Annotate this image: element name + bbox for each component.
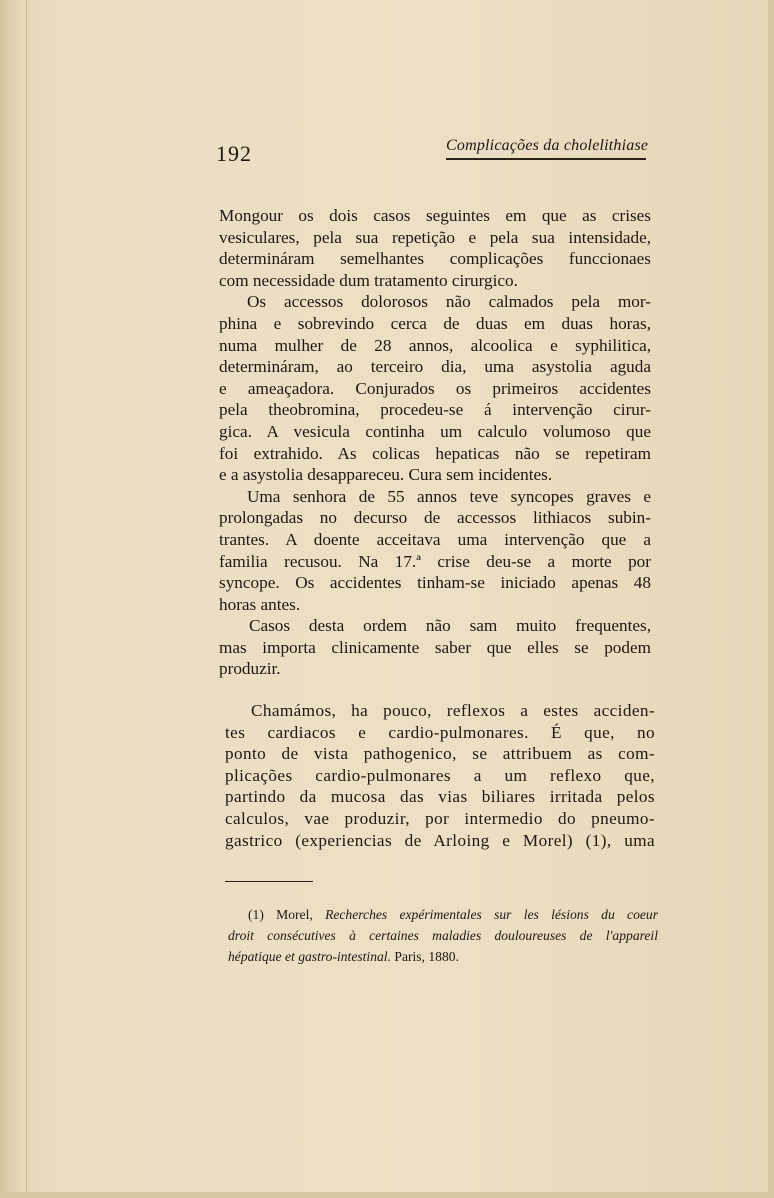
paragraph-4 [219, 615, 651, 637]
text-line: gica. A vesicula continha um calculo volumoso que [219, 421, 651, 441]
text-line: familia recusou. Na 17.ª crise deu-se a morte por [219, 551, 651, 571]
text-line: trantes. A doente acceitava uma intervenção que a [219, 529, 651, 549]
footnote-title: droit consécutives à certaines maladies douloureuses de l'appareil [228, 928, 658, 943]
text-line: mas importa clinicamente saber que elles se podem [219, 637, 651, 657]
footnote-title: hépatique et gastro-intestinal. [228, 949, 391, 964]
text-line: vesiculares, pela sua repetição e pela sua intensidade, [219, 227, 651, 247]
text-line: e ameaçadora. Conjurados os primeiros accidentes [219, 378, 651, 398]
footnote-title: Recherches expérimentales sur les lésions du coeur [325, 907, 658, 922]
text-line: Os accessos dolorosos não calmados pela mor- [247, 292, 651, 312]
footnote-line [228, 946, 658, 967]
text-line: calculos, vae produzir, por intermedio do pneumo- [225, 808, 655, 828]
text-line: Uma senhora de 55 annos teve syncopes graves e [247, 486, 651, 506]
page-bottom-edge [0, 1192, 774, 1198]
main-text [219, 205, 651, 680]
footnote [228, 904, 658, 967]
text-line: pela theobromina, procedeu-se á intervenção cirur- [219, 400, 651, 420]
page-right-edge [768, 0, 774, 1198]
footnote-line [228, 925, 658, 946]
paragraph-4-cont [219, 637, 651, 680]
text-line: gastrico (experiencias de Arloing e Morel) (1), uma [225, 830, 655, 850]
footnote-divider [225, 881, 313, 882]
text-line: plicações cardio-pulmonares a um reflexo que, [225, 765, 655, 785]
footnote-tail: Paris, 1880. [394, 949, 459, 964]
text-line: Casos desta ordem não sam muito frequentes, [249, 616, 651, 636]
text-line: foi extrahido. As colicas hepaticas não se repetiram [219, 443, 651, 463]
running-title: Complicações da cholelithiase [446, 137, 646, 160]
second-section-text [225, 700, 655, 851]
text-line: Chamámos, ha pouco, reflexos a estes acciden- [251, 701, 655, 720]
page-binding-edge [0, 0, 27, 1198]
text-line: horas antes. [219, 594, 301, 614]
text-line: com necessidade dum tratamento cirurgico. [219, 270, 518, 290]
section-2-first-line [225, 700, 655, 722]
paragraph-2 [219, 291, 651, 313]
paragraph-1 [219, 205, 651, 291]
paragraph-3-cont [219, 507, 651, 615]
text-line: Mongour os dois casos seguintes em que as crises [219, 206, 651, 225]
text-line: syncope. Os accidentes tinham-se iniciado apenas 48 [219, 573, 651, 593]
paragraph-2-cont [219, 313, 651, 486]
text-line: partindo da mucosa das vias biliares irritada pelos [225, 787, 655, 807]
text-line: tes cardiacos e cardio-pulmonares. É que, no [225, 722, 655, 742]
page-number: 192 [216, 141, 252, 166]
text-line: prolongadas no decurso de accessos lithiacos subin- [219, 508, 651, 528]
text-line: phina e sobrevindo cerca de duas em duas horas, [219, 313, 651, 333]
text-line: produzir. [219, 659, 281, 679]
text-line: e a asystolia desappareceu. Cura sem incidentes. [219, 465, 553, 485]
paragraph-3 [219, 486, 651, 508]
text-line: ponto de vista pathogenico, se attribuem as com- [225, 744, 655, 764]
text-line: determináram semelhantes complicações funccionaes [219, 249, 651, 269]
text-line: determináram, ao terceiro dia, uma asystolia aguda [219, 357, 651, 377]
footnote-marker: (1) Morel, [248, 907, 313, 922]
text-line: numa mulher de 28 annos, alcoolica e syphilitica, [219, 335, 651, 355]
section-2-body [225, 722, 655, 852]
footnote-line [228, 904, 658, 925]
